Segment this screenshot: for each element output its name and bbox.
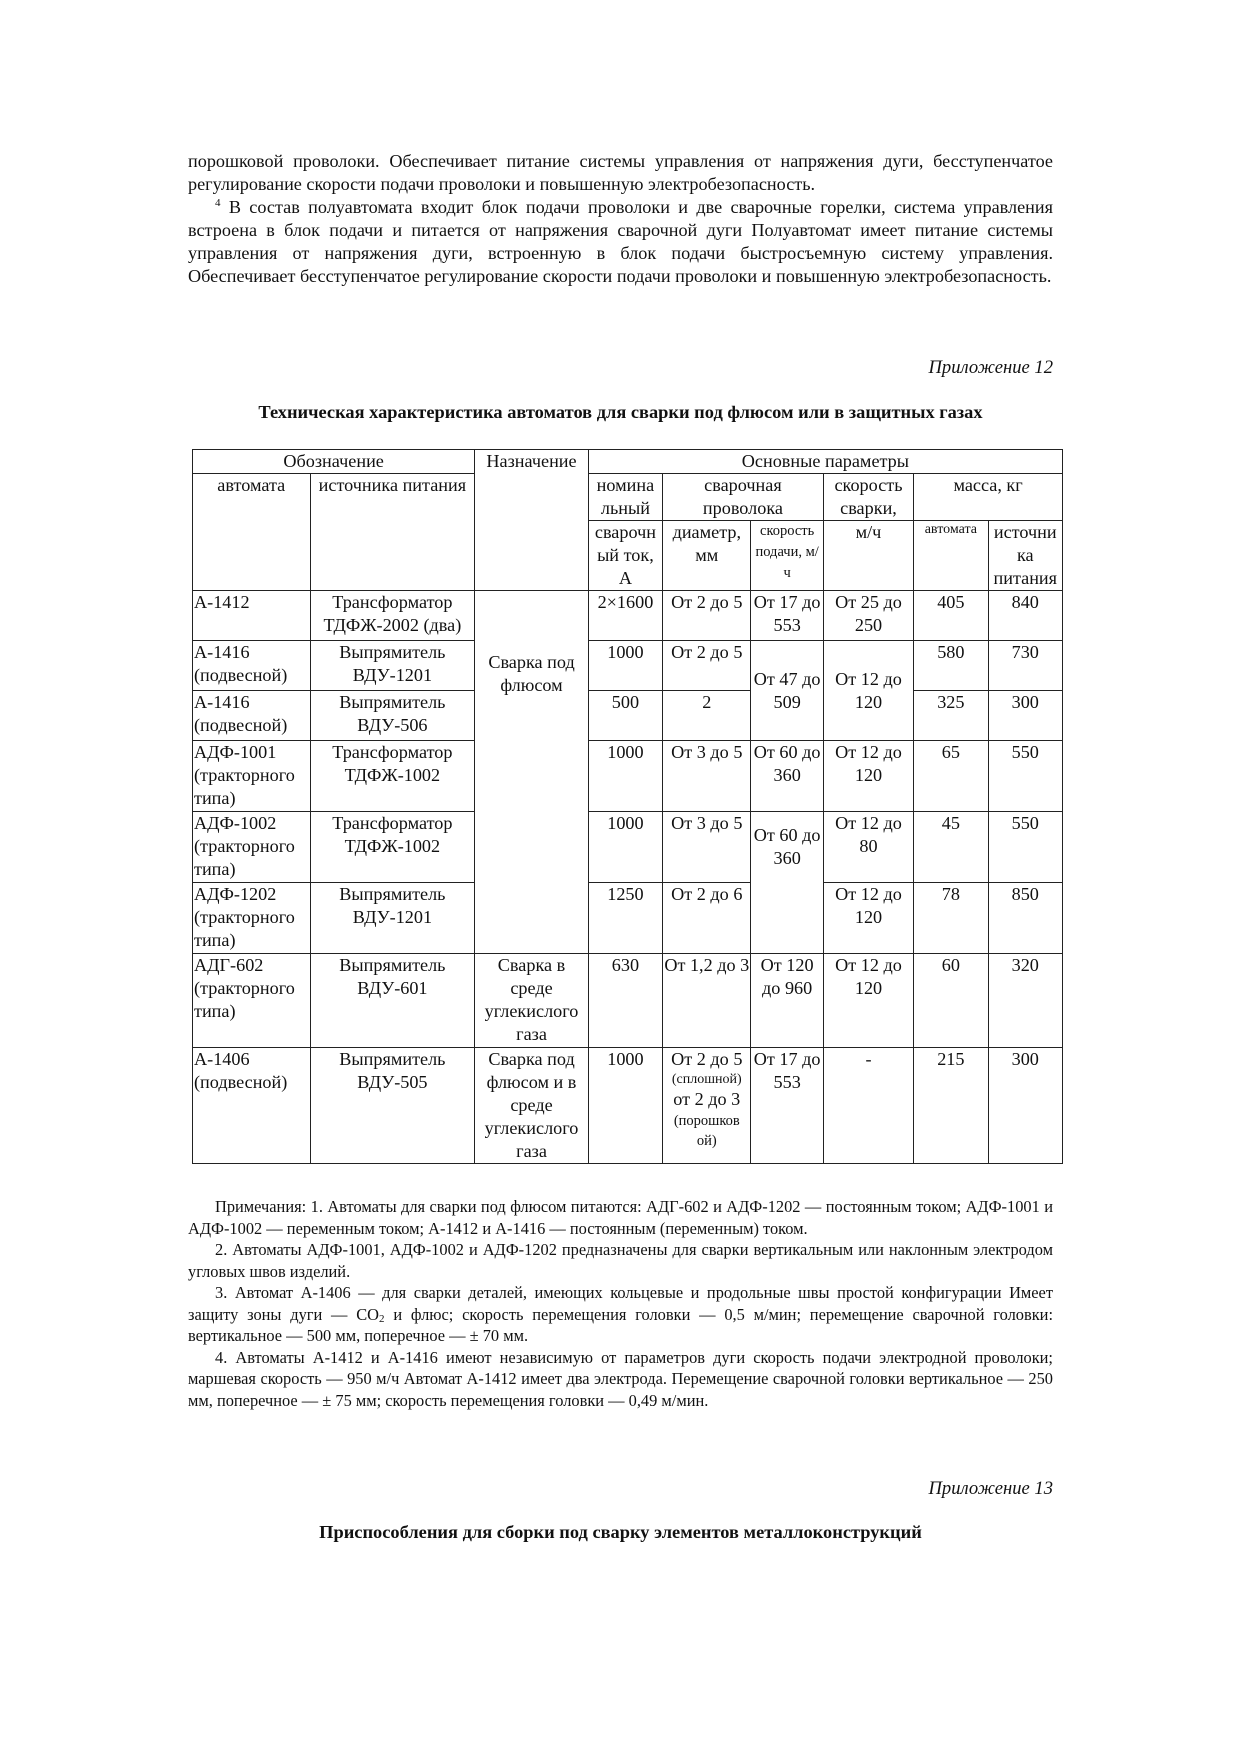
cell-automat: АДГ-602 (тракторного типа) [193, 954, 311, 1048]
feed-text: От 60 до 360 [753, 825, 821, 868]
cell-purpose-flux [475, 591, 589, 954]
cell-current: 1250 [588, 883, 662, 954]
cell-speed: От 12 до 120 [823, 741, 913, 812]
note-3 [188, 1282, 1053, 1347]
cell-source: Трансформатор ТДФЖ-1002 [310, 741, 475, 812]
note-3-subscript: 2 [379, 1312, 385, 1325]
cell-speed: От 12 до 120 [823, 641, 913, 741]
header-speed-unit: м/ч [823, 521, 913, 591]
table-row [193, 812, 1063, 883]
header-row-1 [193, 450, 1063, 474]
table-row [193, 741, 1063, 812]
table-notes [188, 1196, 1053, 1411]
cell-mass-source: 840 [988, 591, 1062, 641]
cell-speed: - [823, 1048, 913, 1164]
specification-table [192, 449, 1063, 1164]
cell-mass-automat: 78 [914, 883, 988, 954]
cell-mass-source: 850 [988, 883, 1062, 954]
cell-diameter: 2 [663, 691, 751, 741]
cell-current: 630 [588, 954, 662, 1048]
cell-mass-automat: 45 [914, 812, 988, 883]
header-main-params: Основные параметры [588, 450, 1062, 474]
header-designation: Обозначение [193, 450, 475, 474]
cell-source: Выпрямитель ВДУ-506 [310, 691, 475, 741]
header-row-2 [193, 474, 1063, 521]
cell-automat: АДФ-1002 (тракторного типа) [193, 812, 311, 883]
cell-speed: От 25 до 250 [823, 591, 913, 641]
cell-purpose: Сварка под флюсом и в среде углекислого газа [475, 1048, 589, 1164]
note-4: 4. Автоматы А-1412 и А-1416 имеют независимую от параметров дуги скорость подачи электродной проволоки; маршевая скорость — 950 м/ч Автомат А-1412 имеет два электрода. Перемещение сварочной головки вертикальное — 250 мм, поперечное — ± 75 мм; скорость перемещения головки — 0,49 м/мин. [188, 1347, 1053, 1410]
cell-current: 1000 [588, 1048, 662, 1164]
cell-feed [751, 812, 823, 954]
note-3-part-a: 3. Автомат А-1406 — для сварки деталей, имеющих кольцевые и продольные швы простой конфигурации Имеет защиту зоны дуги — СО [188, 1283, 1053, 1324]
cell-current: 1000 [588, 641, 662, 691]
intro-paragraph-2 [188, 196, 1053, 288]
header-nominal: номина льный [588, 474, 662, 521]
cell-source: Выпрямитель ВДУ-1201 [310, 883, 475, 954]
cell-mass-source: 550 [988, 812, 1062, 883]
cell-speed: От 12 до 120 [823, 954, 913, 1048]
cell-automat: А-1416 (подвесной) [193, 641, 311, 691]
diameter-flux-cored-note: (порошков ой) [673, 1113, 740, 1149]
cell-automat: А-1416 (подвесной) [193, 691, 311, 741]
appendix-13-label: Приложение 13 [928, 1478, 1053, 1499]
table-row [193, 1048, 1063, 1164]
cell-speed: От 12 до 80 [823, 812, 913, 883]
cell-mass-automat: 325 [914, 691, 988, 741]
cell-mass-automat: 580 [914, 641, 988, 691]
header-welding-current: сварочн ый ток, А [588, 521, 662, 591]
note-3-part-b: и флюс; скорость перемещения головки — 0,5 м/мин; перемещение сварочной головки: вертикальное — 500 мм, поперечное — ± 70 мм. [188, 1304, 1053, 1345]
cell-automat: А-1412 [193, 591, 311, 641]
note-1: Примечания: 1. Автоматы для сварки под флюсом питаются: АДГ-602 и АДФ-1202 — постоянным током; АДФ-1001 и АДФ-1002 — переменным током; А-1412 и А-1416 — постоянным (переменным) током. [188, 1197, 1053, 1238]
table-row [193, 691, 1063, 741]
cell-mass-automat: 405 [914, 591, 988, 641]
cell-automat: АДФ-1202 (тракторного типа) [193, 883, 311, 954]
cell-automat: АДФ-1001 (тракторного типа) [193, 741, 311, 812]
cell-diameter: От 2 до 5 [663, 591, 751, 641]
header-automat: автомата [193, 474, 311, 591]
cell-mass-automat: 215 [914, 1048, 988, 1164]
header-power-source: источника питания [310, 474, 475, 591]
diameter-flux-cored: от 2 до 3 [673, 1089, 741, 1109]
diameter-solid: От 2 до 5 [671, 1049, 743, 1069]
intro-text [188, 150, 1053, 288]
cell-current: 2×1600 [588, 591, 662, 641]
header-wire-diameter: диаметр, мм [663, 521, 751, 591]
cell-current: 1000 [588, 741, 662, 812]
appendix-12-title: Техническая характеристика автоматов для сварки под флюсом или в защитных газах [258, 402, 983, 422]
footnote-text: В состав полуавтомата входит блок подачи проволоки и две сварочные горелки, система управления встроена в блок подачи и питается от напряжения сварочной дуги Полуавтомат имеет питание системы управления от напряжения дуги, встроенную в блок подачи быстросъемную систему управления. Обеспечивает бесступенчатое регулирование скорости подачи проволоки и повышенную электробезопасность. [188, 197, 1053, 286]
intro-paragraph-1: порошковой проволоки. Обеспечивает питание системы управления от напряжения дуги, бесступенчатое регулирование скорости подачи проволоки и повышенную электробезопасность. [188, 151, 1053, 194]
cell-speed: От 12 до 120 [823, 883, 913, 954]
cell-source: Выпрямитель ВДУ-601 [310, 954, 475, 1048]
header-mass: масса, кг [914, 474, 1063, 521]
cell-source: Трансформатор ТДФЖ-2002 (два) [310, 591, 475, 641]
header-mass-automat: автомата [914, 521, 988, 591]
cell-feed: От 47 до 509 [751, 641, 823, 741]
header-welding-wire: сварочная проволока [663, 474, 824, 521]
appendix-13-title: Приспособления для сборки под сварку элементов металлоконструкций [319, 1522, 922, 1542]
cell-purpose: Сварка в среде углекислого газа [475, 954, 589, 1048]
table-row [193, 641, 1063, 691]
cell-feed: От 120 до 960 [751, 954, 823, 1048]
header-mass-source: источни ка питания [988, 521, 1062, 591]
cell-mass-source: 730 [988, 641, 1062, 691]
cell-mass-source: 300 [988, 1048, 1062, 1164]
header-purpose: Назначение [475, 450, 589, 591]
cell-diameter [663, 1048, 751, 1164]
cell-diameter: От 3 до 5 [663, 812, 751, 883]
table-row [193, 954, 1063, 1048]
cell-diameter: От 3 до 5 [663, 741, 751, 812]
cell-source: Трансформатор ТДФЖ-1002 [310, 812, 475, 883]
cell-source: Выпрямитель ВДУ-1201 [310, 641, 475, 691]
cell-diameter: От 2 до 6 [663, 883, 751, 954]
cell-mass-automat: 60 [914, 954, 988, 1048]
cell-current: 500 [588, 691, 662, 741]
table-row [193, 591, 1063, 641]
footnote-marker: 4 [215, 197, 221, 209]
purpose-flux-text: Сварка под флюсом [488, 652, 575, 695]
cell-diameter: От 1,2 до 3 [663, 954, 751, 1048]
diameter-solid-note: (сплошной) [671, 1072, 742, 1087]
cell-feed: От 17 до 553 [751, 591, 823, 641]
header-feed-speed: скорость подачи, м/ч [751, 521, 823, 591]
cell-mass-automat: 65 [914, 741, 988, 812]
cell-automat: А-1406 (подвесной) [193, 1048, 311, 1164]
cell-current: 1000 [588, 812, 662, 883]
header-welding-speed: скорость сварки, [823, 474, 913, 521]
cell-feed: От 60 до 360 [751, 741, 823, 812]
cell-feed: От 17 до 553 [751, 1048, 823, 1164]
cell-source: Выпрямитель ВДУ-505 [310, 1048, 475, 1164]
cell-mass-source: 320 [988, 954, 1062, 1048]
table-row [193, 883, 1063, 954]
cell-mass-source: 300 [988, 691, 1062, 741]
cell-mass-source: 550 [988, 741, 1062, 812]
note-2: 2. Автоматы АДФ-1001, АДФ-1002 и АДФ-1202 предназначены для сварки вертикальным или наклонным электродом угловых швов изделий. [188, 1240, 1053, 1281]
cell-diameter: От 2 до 5 [663, 641, 751, 691]
appendix-12-label: Приложение 12 [928, 357, 1053, 378]
